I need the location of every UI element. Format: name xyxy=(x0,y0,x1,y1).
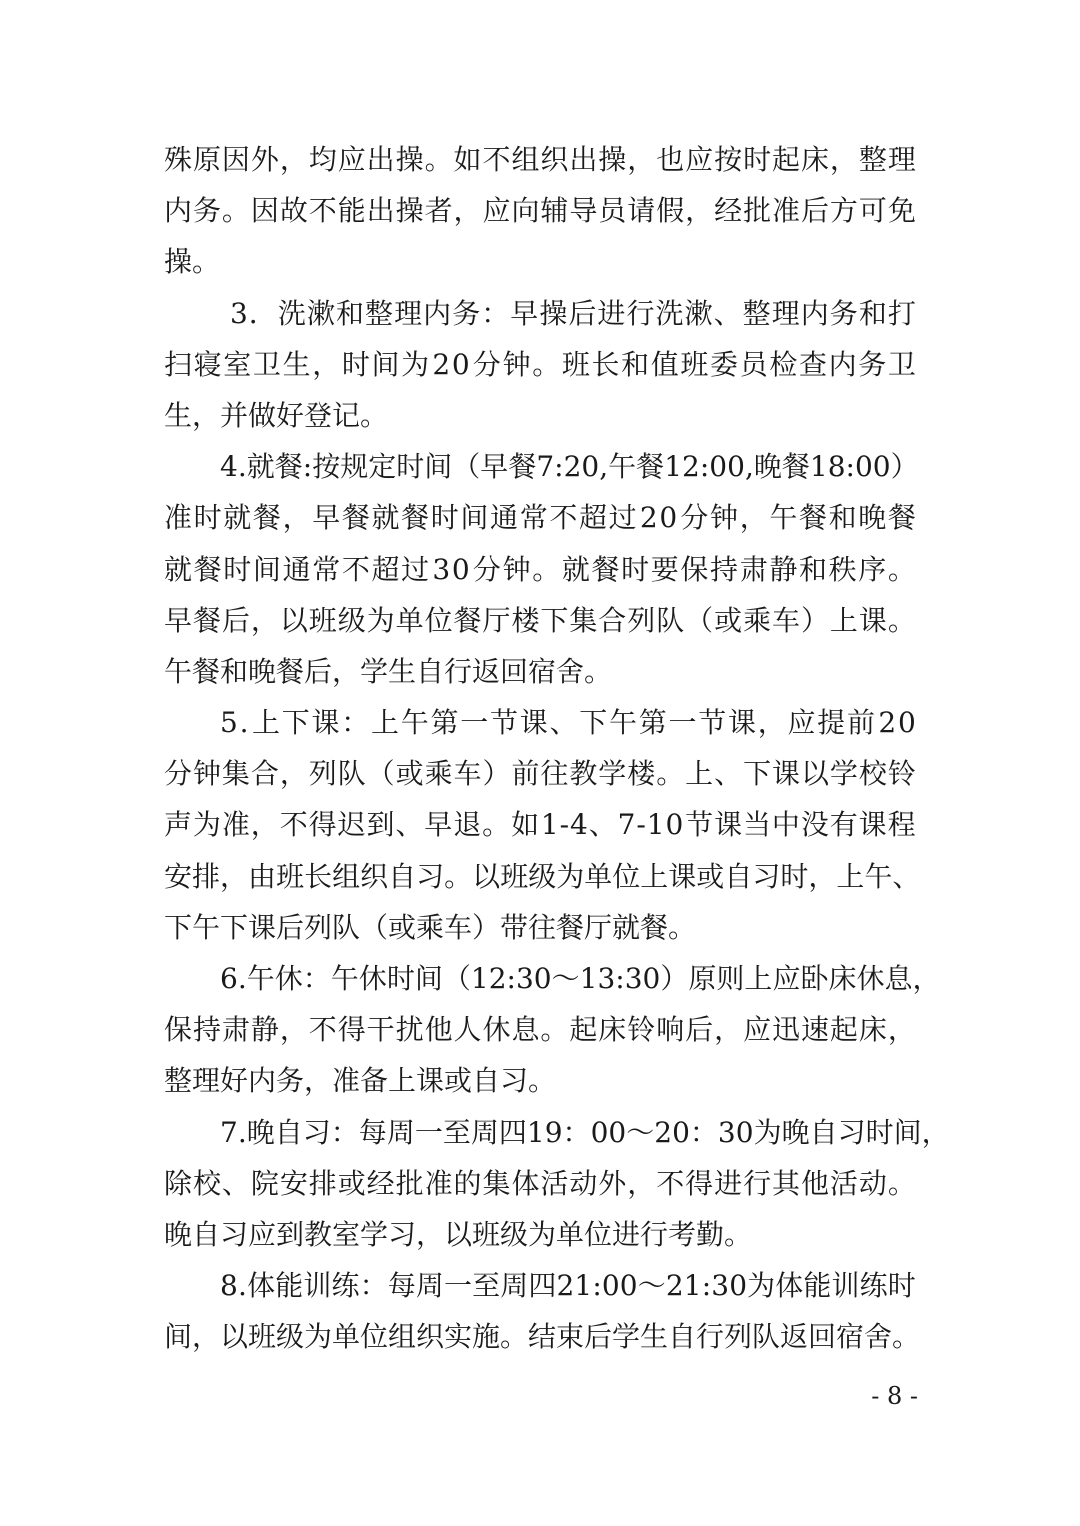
text-line: 早 餐 后 ， 以 班 级 为 单 位 餐 厅 楼 下 集 合 列 队 （ 或 乘 车 ） 上 课 。 xyxy=(164,603,916,637)
page-number: - 8 - xyxy=(871,1382,918,1410)
text-line: 内 务 。 因 故 不 能 出 操 者 ， 应 向 辅 导 员 请 假 ， 经 批 准 后 方 可 免 xyxy=(164,194,916,228)
text-line: 扫 寝 室 卫 生 ， 时 间 为 2 0 分 钟 。 班 长 和 值 班 委 员 检 查 内 务 卫 xyxy=(164,347,916,381)
text-line: 准 时 就 餐 ， 早 餐 就 餐 时 间 通 常 不 超 过 2 0 分 钟 ， 午 餐 和 晚 餐 xyxy=(164,501,916,535)
text-line: 6 . 午 休 ： 午 休 时 间 （ 1 2 : 3 0 ～ 1 3 : 3 0 ） 原 则 上 应 卧 床 休 息 ， xyxy=(220,962,941,995)
text-line: 晚自习应到教室学习，以班级为单位进行考勤。 xyxy=(164,1217,753,1251)
text-line: 7 . 晚 自 习 ： 每 周 一 至 周 四 1 9 ： 0 0 ～ 2 0 ： 3 0 为 晚 自 习 时 间 ， xyxy=(220,1115,950,1149)
text-line: 下午下课后列队（或乘车）带往餐厅就餐。 xyxy=(164,910,697,944)
text-line: 间，以班级为单位组织实施。结束后学生自行列队返回宿舍。 xyxy=(164,1320,921,1354)
paragraph-7-evening-study xyxy=(164,1107,950,1261)
text-line: 安 排 ， 由 班 长 组 织 自 习 。 以 班 级 为 单 位 上 课 或 自 习 时 ， 上 午 、 xyxy=(164,859,921,893)
text-line: 整理好内务，准备上课或自习。 xyxy=(164,1064,557,1098)
paragraph-5-classes xyxy=(164,697,921,953)
text-line: 殊 原 因 外 ， 均 应 出 操 。 如 不 组 织 出 操 ， 也 应 按 时 起 床 ， 整 理 xyxy=(164,143,916,176)
text-line: 声 为 准 ， 不 得 迟 到 、 早 退 。 如 1 - 4 、 7 - 1 0 节 课 当 中 没 有 课 程 xyxy=(164,808,916,842)
paragraph-2-continuation xyxy=(164,134,916,288)
text-line: 就 餐 时 间 通 常 不 超 过 3 0 分 钟 。 就 餐 时 要 保 持 肃 静 和 秩 序 。 xyxy=(164,552,916,586)
paragraph-8-fitness xyxy=(164,1260,921,1362)
text-line: 除 校 、 院 安 排 或 经 批 准 的 集 体 活 动 外 ， 不 得 进 行 其 他 活 动 。 xyxy=(164,1166,916,1200)
paragraph-4-meals xyxy=(164,441,919,697)
text-line: 保 持 肃 静 ， 不 得 干 扰 他 人 休 息 。 起 床 铃 响 后 ， 应 迅 速 起 床 ， xyxy=(164,1013,916,1047)
text-line: 分 钟 集 合 ， 列 队 （ 或 乘 车 ） 前 往 教 学 楼 。 上 、 下 课 以 学 校 铃 xyxy=(164,757,916,791)
paragraph-6-nap xyxy=(164,953,941,1107)
text-line: 4 . 就 餐 : 按 规 定 时 间 （ 早 餐 7 : 2 0 , 午 餐 1 2 : 0 0 , 晚 餐 1 8 : 0 0 ） xyxy=(220,450,919,484)
text-line: 操。 xyxy=(164,245,221,279)
text-line: 生，并做好登记。 xyxy=(164,398,389,432)
text-line: 5 . 上 下 课 ： 上 午 第 一 节 课 、 下 午 第 一 节 课 ， 应 提 前 2 0 xyxy=(220,706,916,740)
text-line: 午餐和晚餐后，学生自行返回宿舍。 xyxy=(164,654,613,688)
paragraph-3-washing xyxy=(164,288,916,442)
text-line: 3 ． 洗 漱 和 整 理 内 务 ： 早 操 后 进 行 洗 漱 、 整 理 内 务 和 打 xyxy=(230,296,916,330)
document-body xyxy=(164,134,950,1363)
text-line: 8 . 体 能 训 练 ： 每 周 一 至 周 四 2 1 : 0 0 ～ 2 1 : 3 0 为 体 能 训 练 时 xyxy=(220,1269,916,1303)
